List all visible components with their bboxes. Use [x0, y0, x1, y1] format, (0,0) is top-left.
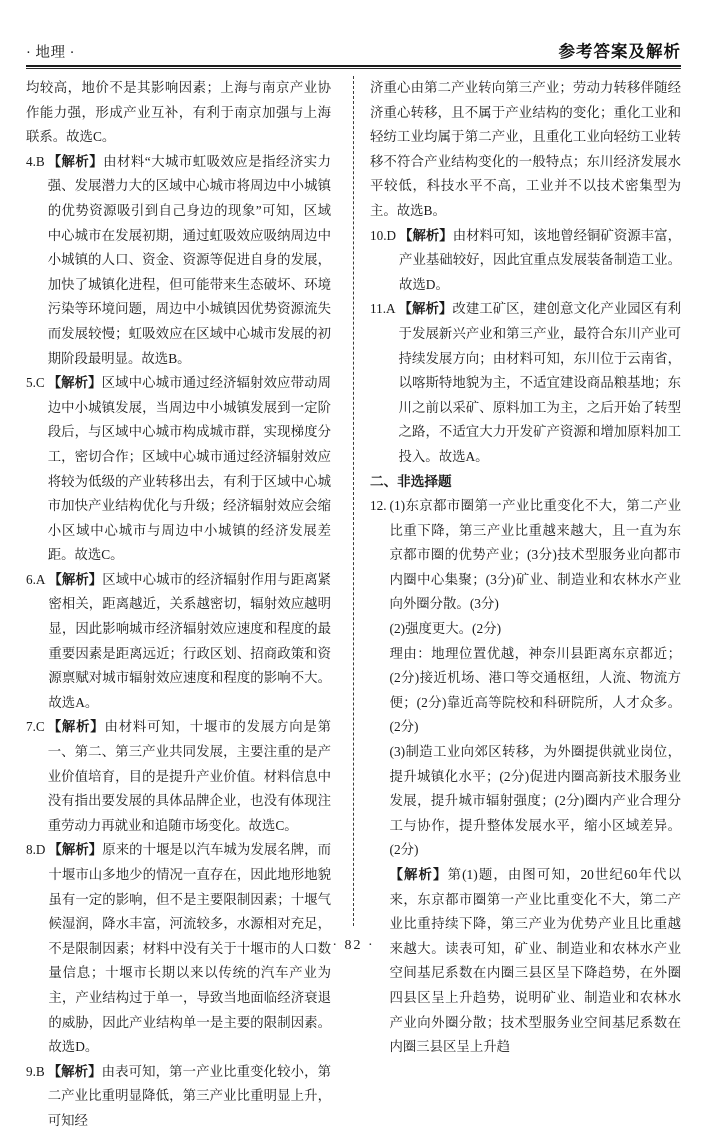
- analysis-text-4: 由材料“大城市虹吸效应是指经济实力强、发展潜力大的区域中心城市将周边中小城镇的优势资源吸引到自己身边的现象”可知，区域中心城市在发展初期，通过虹吸效应吸纳周边中小城镇的人口、资金、资源等促进自身的发展，加快了城镇化进程，但可能带来生态破坏、环境污染等环境问题，周边中小城镇因优势资源流失而发展较慢；虹吸效应在区域中心城市发展的初期阶段最明显。故选B。: [47, 153, 332, 366]
- q12-analysis-tag: 【解析】: [389, 867, 448, 882]
- answer-number-11: 11.A: [370, 301, 396, 317]
- answer-body-4: [48, 150, 331, 371]
- header-rule-thin: [26, 68, 681, 69]
- answer-number-7: 7.C: [26, 719, 45, 735]
- answer-entry-12: [370, 494, 681, 1060]
- right-column: [368, 76, 682, 1055]
- analysis-tag-10: 【解析】: [399, 227, 453, 243]
- answer-entry-6: [26, 568, 331, 716]
- analysis-text-10: 由材料可知，该地曾经铜矿资源丰富，产业基础较好，因此宜重点发展装备制造工业。故选D。: [399, 227, 681, 292]
- page-header: [26, 36, 681, 62]
- analysis-tag-9: 【解析】: [47, 1063, 102, 1079]
- answer-body-5: [48, 371, 331, 568]
- column-divider-line: [353, 76, 354, 926]
- column-divider: [339, 76, 368, 926]
- answer-entry-4: [26, 150, 331, 371]
- answer-entry-5: [26, 371, 331, 568]
- analysis-tag-4: 【解析】: [47, 153, 104, 169]
- answer-entry-11: [370, 297, 681, 469]
- left-column: [26, 76, 339, 1128]
- answer-body-7: [48, 715, 331, 838]
- answer-number-10: 10.D: [370, 227, 397, 243]
- answer-body-11: [399, 297, 681, 469]
- q12-analysis-text: 第(1)题，由图可知，20世纪60年代以来，东京都市圈第一产业比重变化不大，第二产业比重持续下降，第三产业为优势产业且比重越来越大。读表可知，矿业、制造业和农林水产业空间基尼系数在内圈三县区呈下降趋势，在外圈四县区呈上升趋势，说明矿业、制造业和农林水产业向外圈分散；技术型服务业空间基尼系数在内圈三县区呈上升趋: [389, 867, 681, 1055]
- header-subject-label: · 地理 ·: [26, 45, 75, 61]
- answer-number-4: 4.B: [26, 153, 45, 169]
- page-footer: [0, 938, 707, 954]
- header-title: 参考答案及解析: [558, 42, 681, 61]
- right-continued-paragraph: 济重心由第二产业转向第三产业；劳动力转移伴随经济重心转移，且不属于产业结构的变化；重化工业和轻纺工业均属于第二产业，且重化工业向轻纺工业转移不符合产业结构变化的一般特点；东川经济发展水平较低，科技水平不高，工业并不以技术密集型为主。故选B。: [370, 80, 681, 218]
- analysis-text-8: 原来的十堰是以汽车城为发展名牌，而十堰市山多地少的情况一直存在，因此地形地貌虽有一定的影响，但不是主要限制因素；十堰气候湿润，降水丰富，河流较多，水源相对充足，不是限制因素；材料中没有关于十堰市的人口数量信息；十堰市长期以来以传统的汽车产业为主，产业结构过于单一，导致当地面临经济衰退的威胁，因此产业结构单一是主要的限制因素。故选D。: [48, 842, 332, 1055]
- answer-entry-10: [370, 224, 681, 298]
- answer-body-6: [48, 568, 331, 716]
- answer-body-9: [48, 1060, 331, 1134]
- analysis-text-5: 区域中心城市通过经济辐射效应带动周边中小城镇发展，当周边中小城镇发展到一定阶段后，与区域中心城市构成城市群，实现梯度分工，密切合作；区域中心城市通过经济辐射效应将较为低级的产业转移出去，有利于区域中心城市加快产业结构优化与升级；经济辐射效应会缩小区域中心城市与周边中小城镇的经济发展差距。故选C。: [47, 375, 331, 563]
- q12-part3: (3)制造工业向郊区转移，为外圈提供就业岗位，提升城镇化水平；(2分)促进内圈高新技术服务业发展，提升城市辐射强度；(2分)圈内产业合理分工与协作，提升整体发展水平，缩小区域差异。(2分): [389, 744, 681, 858]
- analysis-tag-7: 【解析】: [47, 719, 105, 735]
- header-rule: [26, 65, 681, 69]
- answer-number-5: 5.C: [26, 375, 45, 391]
- analysis-text-9: 由表可知，第一产业比重变化较小，第二产业比重明显降低，第三产业比重明显上升，可知经: [47, 1063, 331, 1128]
- answer-body-12: [389, 494, 681, 1060]
- left-continued-paragraph: 均较高，地价不是其影响因素；上海与南京产业协作能力强，形成产业互补，有利于南京加强与上海联系。故选C。: [26, 80, 331, 145]
- page-number: · 82 ·: [332, 938, 375, 953]
- q12-part1: (1)东京都市圈第一产业比重变化不大，第二产业比重下降，第三产业比重越来越大，且一直为东京都市圈的优势产业；(3分)技术型服务业向都市内圈中心集聚；(3分)矿业、制造业和农林水产业向外圈分散。(3分): [389, 498, 681, 612]
- answer-entry-7: [26, 715, 331, 838]
- answer-number-9: 9.B: [26, 1063, 45, 1079]
- q12-analysis: [389, 863, 681, 1060]
- analysis-tag-8: 【解析】: [48, 842, 103, 858]
- analysis-text-7: 由材料可知，十堰市的发展方向是第一、第二、第三产业共同发展，主要注重的是产业价值培育，目的是提升产业价值。材料信息中没有指出要发展的具体品牌企业，也没有体现注重劳动力再就业和追随市场变化。故选C。: [47, 719, 332, 833]
- q12-part2-answer: (2)强度更大。(2分): [389, 621, 502, 637]
- analysis-text-11: 改建工矿区，建创意文化产业园区有利于发展新兴产业和第三产业，最符合东川产业可持续发展方向；由材料可知，东川位于云南省，以喀斯特地貌为主，不适宜建设商品粮基地；东川之前以采矿、原料加工为主，之后开始了转型之路，不适宜大力开发矿产资源和增加原料加工投入。故选A。: [398, 301, 682, 464]
- q12-part2-reason: 理由：地理位置优越，神奈川县距离东京都近；(2分)接近机场、港口等交通枢纽，人流、物流方便；(2分)靠近高等院校和科研院所，人才众多。(2分): [389, 645, 681, 735]
- answer-body-10: [399, 224, 681, 298]
- answer-number-8: 8.D: [26, 842, 46, 858]
- section-heading-non-multiple-choice: 二、非选择题: [370, 473, 452, 489]
- analysis-tag-11: 【解析】: [398, 301, 453, 317]
- answer-number-6: 6.A: [26, 571, 46, 587]
- analysis-tag-6: 【解析】: [48, 571, 103, 587]
- answer-number-12: 12.: [370, 498, 387, 514]
- analysis-text-6: 区域中心城市的经济辐射作用与距离紧密相关，距离越近，关系越密切，辐射效应越明显，因此影响城市经济辐射效应速度和程度的最重要因素是距离远近；行政区划、招商政策和资源禀赋对城市辐射效应速度和程度的影响不大。故选A。: [48, 571, 332, 710]
- answer-entry-9: [26, 1060, 331, 1134]
- header-rule-thick: [26, 65, 681, 67]
- analysis-tag-5: 【解析】: [47, 375, 102, 391]
